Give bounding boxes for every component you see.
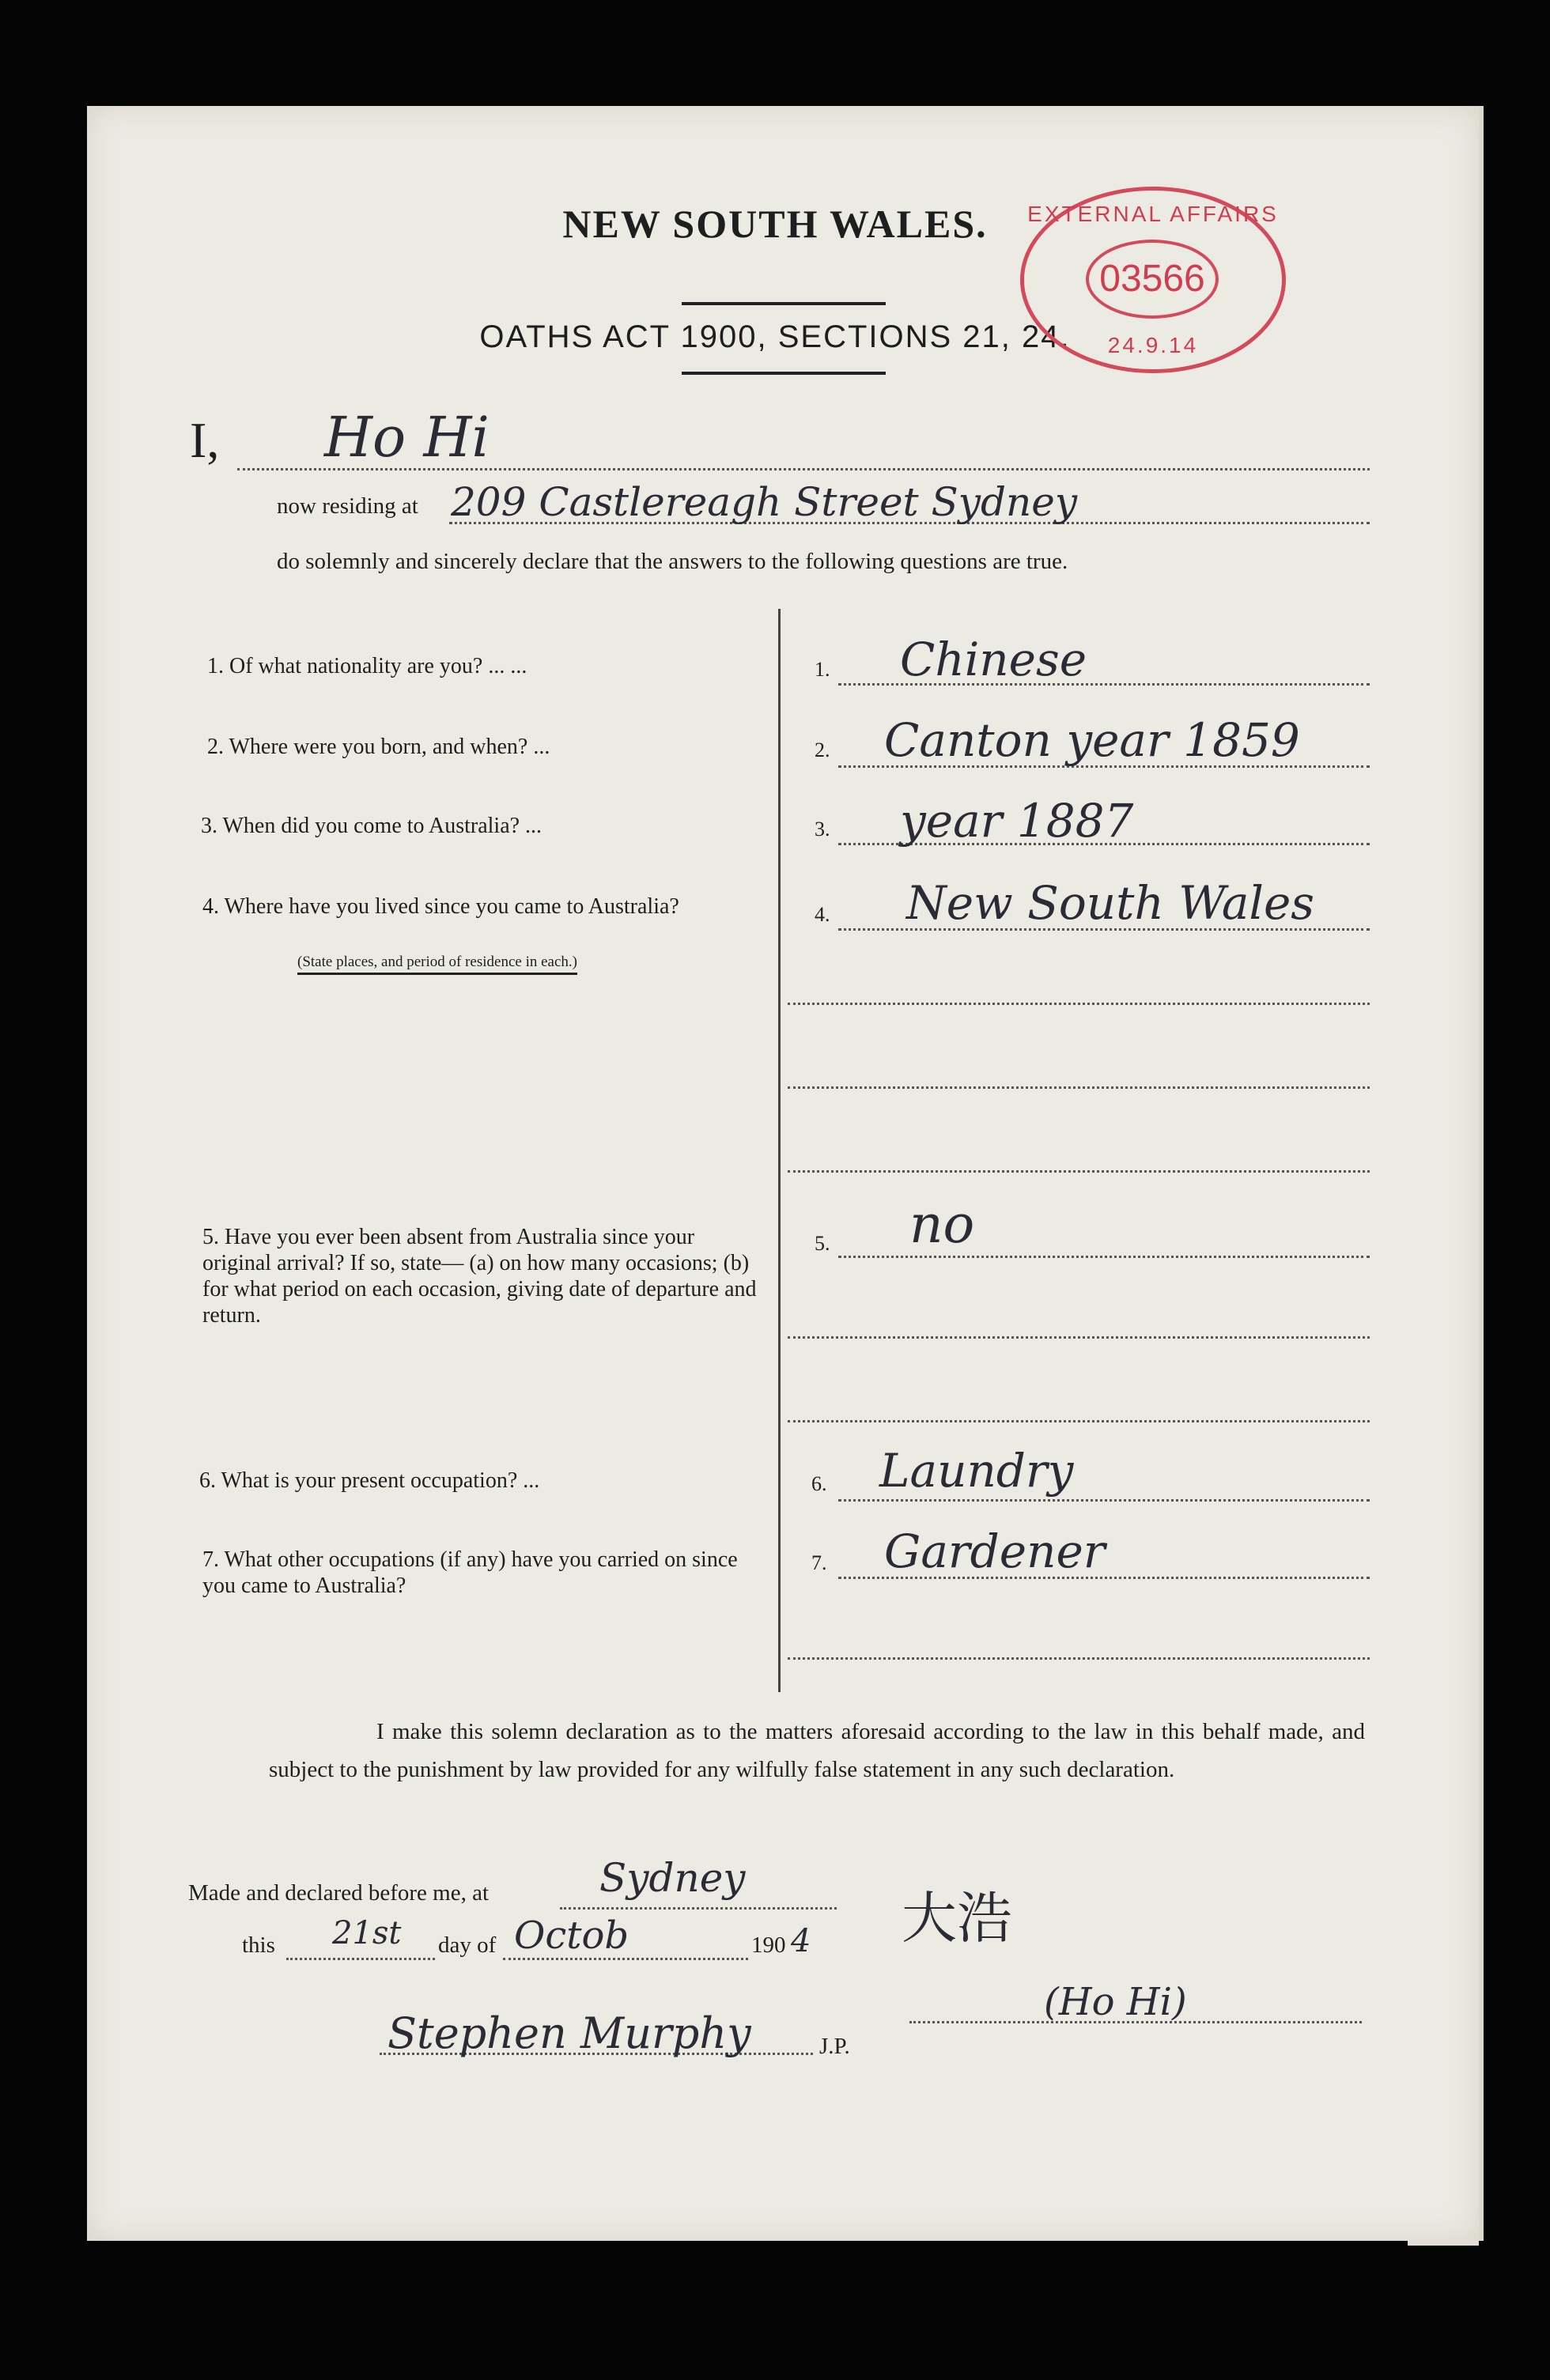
external-affairs-stamp — [1020, 187, 1286, 373]
answer-6: Laundry — [879, 1444, 1074, 1498]
year-digit: 4 — [791, 1923, 811, 1959]
declared-day: 21st — [332, 1915, 402, 1951]
answer-7-extra-line — [788, 1657, 1370, 1660]
declaration-text: I make this solemn declaration as to the matters aforesaid according to the law in this behalf made, and subject to the punishment by law provided for any wilfully false statement in any such declaration. — [269, 1719, 1365, 1782]
declared-month: Octob — [514, 1913, 629, 1958]
declarant-name: Ho Hi — [324, 405, 490, 470]
declaration-intro: do solemnly and sincerely declare that the answers to the following questions are true. — [277, 549, 1068, 574]
answer-4-extra-line-2 — [788, 1086, 1370, 1089]
answer-5-extra-line-2 — [788, 1420, 1370, 1422]
column-divider — [778, 609, 781, 1692]
place-line — [560, 1907, 837, 1910]
question-1: 1. Of what nationality are you? ... ... — [207, 654, 527, 678]
answer-5: no — [909, 1194, 975, 1255]
answer-6-line — [838, 1499, 1370, 1502]
answer-1-number: 1. — [815, 658, 830, 681]
stamp-bottom-text: 24.9.14 — [1107, 333, 1199, 357]
month-line — [503, 1958, 748, 1960]
this-label: this — [242, 1932, 275, 1958]
question-5: 5. Have you ever been absent from Australia since your original arrival? If so, state— (a) on how many occasions; (b) for what period on each occasion, giving date of departure and return. — [202, 1225, 757, 1328]
answer-5-extra-line-1 — [788, 1336, 1370, 1339]
question-4-note: (State places, and period of residence in each.) — [297, 954, 577, 975]
question-6: 6. What is your present occupation? ... — [199, 1468, 540, 1493]
answer-6-number: 6. — [811, 1472, 827, 1495]
chinese-signature: 大浩 — [902, 1886, 1012, 1951]
document-sheet — [87, 106, 1484, 2241]
jp-label: J.P. — [819, 2034, 850, 2059]
year-prefix: 190 — [751, 1932, 786, 1958]
day-line — [286, 1958, 435, 1960]
answer-3-number: 3. — [815, 818, 830, 841]
answer-2: Canton year 1859 — [884, 713, 1300, 767]
residing-label: now residing at — [277, 493, 418, 519]
answer-4-extra-line-3 — [788, 1170, 1370, 1173]
answer-4-number: 4. — [815, 903, 830, 926]
page-subtitle: OATHS ACT 1900, SECTIONS 21, 24. — [479, 319, 1071, 354]
question-2: 2. Where were you born, and when? ... — [207, 735, 550, 759]
answer-4-extra-line-1 — [788, 1003, 1370, 1005]
answer-3: year 1887 — [900, 794, 1134, 848]
question-4: 4. Where have you lived since you came to Australia? — [202, 894, 679, 919]
jp-signature: Stephen Murphy — [388, 2008, 751, 2058]
answer-7-number: 7. — [811, 1551, 827, 1574]
made-declared-label: Made and declared before me, at — [188, 1880, 490, 1906]
declared-place: Sydney — [599, 1855, 746, 1901]
day-of-label: day of — [438, 1932, 497, 1958]
page-title: NEW SOUTH WALES. — [562, 202, 988, 246]
answer-5-number: 5. — [815, 1232, 830, 1255]
answer-1: Chinese — [900, 633, 1087, 686]
declarant-address: 209 Castlereagh Street Sydney — [451, 479, 1078, 525]
answer-5-line — [838, 1256, 1370, 1258]
stamp-number: 03566 — [1086, 240, 1219, 319]
question-7: 7. What other occupations (if any) have you carried on since you came to Australia? — [202, 1547, 738, 1598]
question-3: 3. When did you come to Australia? ... — [201, 814, 542, 838]
title-rule-top — [682, 302, 886, 305]
title-rule-bottom — [682, 372, 886, 375]
answer-2-number: 2. — [815, 739, 830, 761]
declarant-prefix: I, — [190, 412, 220, 468]
answer-7: Gardener — [884, 1524, 1106, 1578]
declarant-signature-name: (Ho Hi) — [1044, 1980, 1187, 2024]
stamp-top-text: EXTERNAL AFFAIRS — [1027, 202, 1279, 226]
answer-4: New South Wales — [906, 876, 1315, 930]
